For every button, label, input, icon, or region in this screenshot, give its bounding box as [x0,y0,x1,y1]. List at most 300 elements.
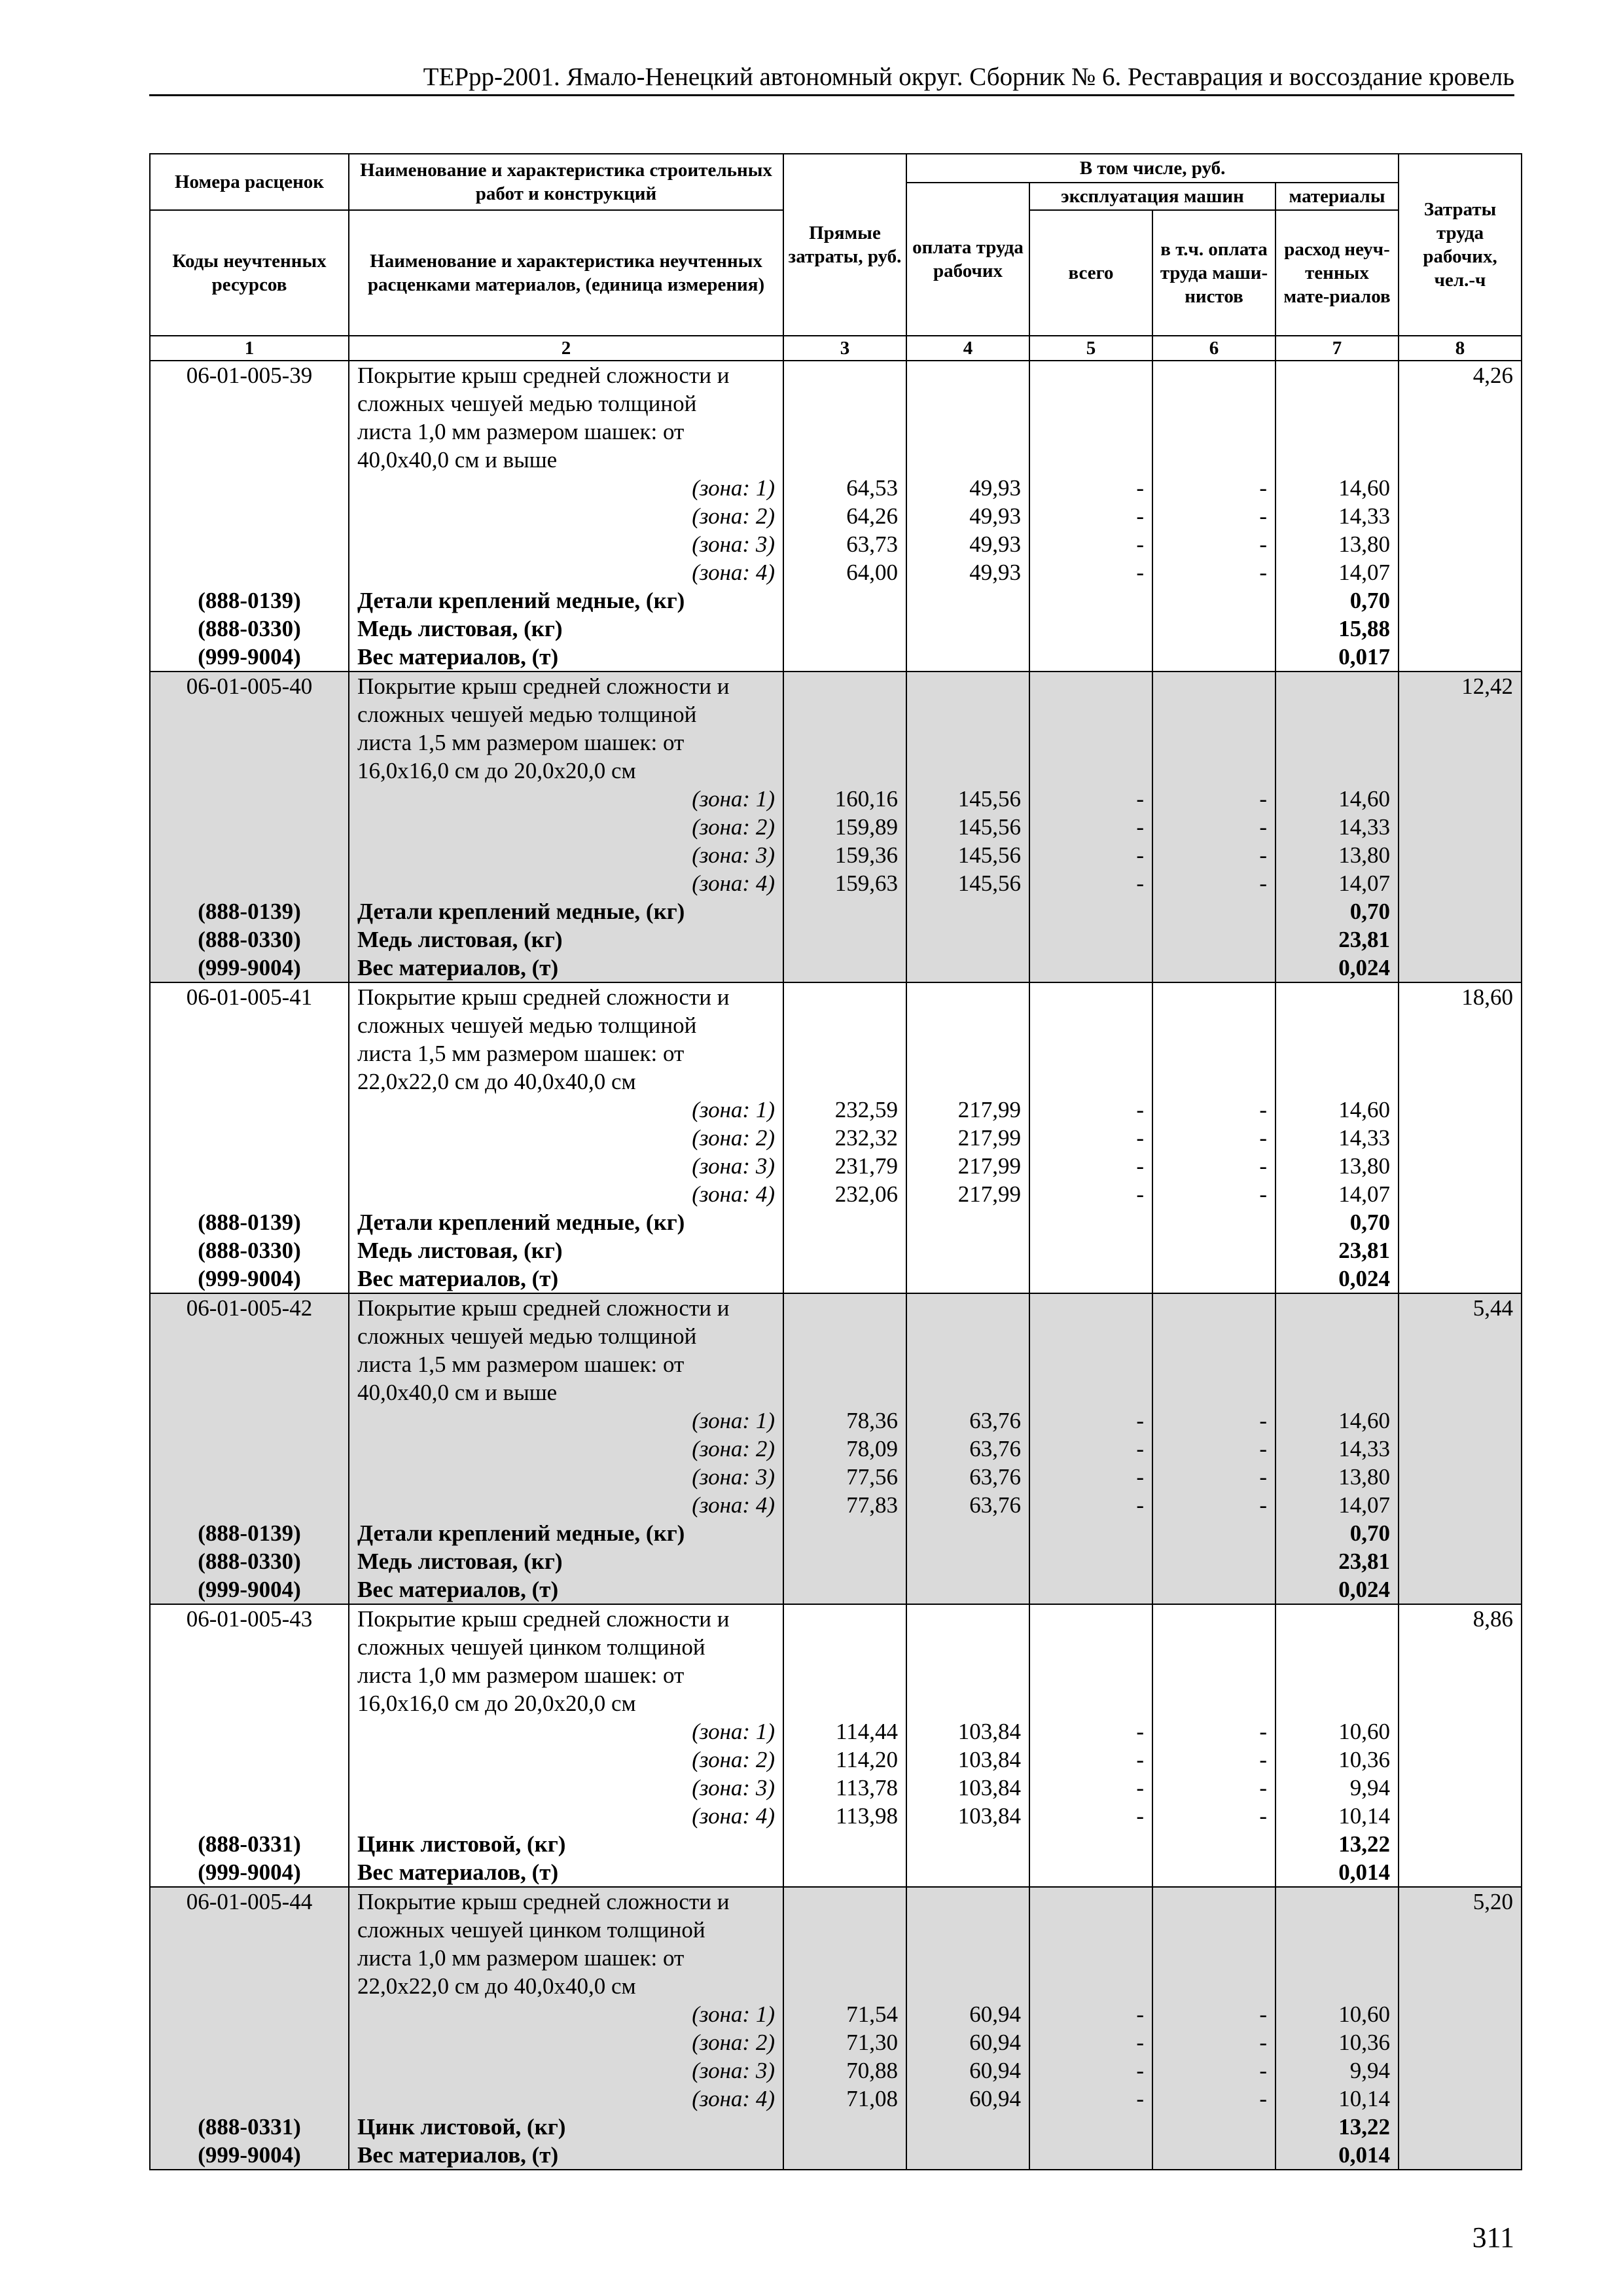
materials-value: 10,14 [1338,2086,1391,2111]
blank-line [915,925,1021,954]
blank-line [1038,586,1144,615]
blank-line [1284,418,1390,446]
blank-line [792,1208,898,1236]
blank-line [158,1661,340,1689]
resource-quantity: 0,70 [1349,899,1391,924]
blank-line [1407,925,1513,954]
blank-line [1161,1547,1267,1575]
materials-value: 9,94 [1349,1775,1391,1801]
blank-line [915,1972,1021,2000]
machine-labor-cell [1152,1293,1275,1604]
direct-costs-value: 232,06 [834,1181,898,1207]
blank-line [792,389,898,418]
blank-line [1407,418,1513,446]
blank-line [158,1689,340,1717]
materials-value: 13,80 [1338,1464,1391,1490]
blank-line [158,700,340,728]
blank-line [792,983,898,1011]
resource-name: Вес материалов, (т) [357,1577,559,1602]
rate-code: 06-01-005-43 [186,1606,313,1632]
blank-line [915,361,1021,389]
blank-line [1407,813,1513,841]
labor-hours-value: 5,20 [1472,1889,1514,1914]
blank-line [915,1633,1021,1661]
rate-block [150,1604,1522,1887]
materials-value: 13,80 [1338,842,1391,868]
blank-line [792,1661,898,1689]
zone-label: (зона: 4) [692,1803,775,1829]
blank-line [792,1350,898,1378]
blank-line [1407,389,1513,418]
labor-hours-value: 12,42 [1461,673,1514,699]
blank-line [1038,1972,1144,2000]
blank-line [1284,700,1390,728]
blank-line [1161,1575,1267,1604]
blank-line [915,1547,1021,1575]
direct-costs-cell [783,1604,906,1887]
blank-line [1284,361,1390,389]
machine-total-value: - [1136,1097,1144,1122]
blank-line [1038,1236,1144,1265]
blank-line [792,1265,898,1293]
blank-line [792,700,898,728]
blank-line [1161,586,1267,615]
resource-name: Детали креплений медные, (кг) [357,899,685,924]
blank-line [915,2113,1021,2141]
labor-pay-value: 145,56 [957,814,1021,840]
zone-label: (зона: 2) [692,2030,775,2055]
blank-line [792,1605,898,1633]
materials-value: 14,60 [1338,475,1391,501]
blank-line [1038,1689,1144,1717]
blank-line [1407,1689,1513,1717]
blank-line [1038,1294,1144,1322]
rate-description-cell [349,1604,783,1887]
blank-line [1161,1519,1267,1547]
resource-quantity: 0,70 [1349,1210,1391,1235]
rate-description-cell [349,361,783,672]
blank-line [1038,1067,1144,1096]
blank-line [915,1661,1021,1689]
rate-description-line: 16,0х16,0 см до 20,0х20,0 см [357,1691,636,1716]
materials-value: 10,14 [1338,1803,1391,1829]
machine-labor-value: - [1259,1719,1267,1744]
header-rule [149,94,1514,96]
resource-code: (888-0139) [198,899,301,924]
blank-line [1407,1858,1513,1886]
blank-line [1407,1208,1513,1236]
zone-label: (зона: 1) [692,1408,775,1433]
blank-line [915,1236,1021,1265]
blank-line [1161,1350,1267,1378]
blank-line [1161,1689,1267,1717]
zone-label: (зона: 1) [692,475,775,501]
blank-line [158,1096,340,1124]
machine-total-value: - [1136,1747,1144,1772]
materials-value: 10,60 [1338,2001,1391,2027]
rate-description-line: листа 1,0 мм размером шашек: от [357,1662,685,1688]
rate-description-cell [349,1293,783,1604]
blank-line [915,389,1021,418]
blank-line [915,418,1021,446]
machine-labor-value: - [1259,814,1267,840]
zone-label: (зона: 2) [692,1125,775,1151]
labor-pay-value: 103,84 [957,1803,1021,1829]
labor-pay-value: 49,93 [969,475,1021,501]
materials-cell [1275,1887,1399,2170]
blank-line [1161,954,1267,982]
blank-line [915,1689,1021,1717]
blank-line [1161,925,1267,954]
blank-line [158,813,340,841]
materials-value: 14,07 [1338,560,1391,585]
materials-cell [1275,1604,1399,1887]
header-work-name: Наименование и характеристика строительных работ и конструкций [349,154,783,210]
blank-line [792,1633,898,1661]
blank-line [1284,1944,1390,1972]
resource-code: (888-0139) [198,1210,301,1235]
blank-line [1407,615,1513,643]
blank-line [1407,1180,1513,1208]
blank-line [915,1265,1021,1293]
blank-line [158,558,340,586]
blank-line [792,446,898,474]
machine-total-value: - [1136,786,1144,812]
blank-line [1038,2141,1144,2169]
resource-code: (888-0330) [198,1549,301,1574]
resource-name: Медь листовая, (кг) [357,1549,563,1574]
blank-line [1407,1011,1513,1039]
blank-line [792,1944,898,1972]
blank-line [1407,1152,1513,1180]
materials-value: 14,07 [1338,870,1391,896]
rate-block [150,1293,1522,1604]
blank-line [1407,869,1513,897]
blank-line [1284,1378,1390,1407]
blank-line [158,1717,340,1746]
blank-line [915,1067,1021,1096]
blank-line [158,502,340,530]
blank-line [158,1180,340,1208]
header-labor-costs: Затраты труда рабочих, чел.-ч [1399,154,1522,336]
blank-line [1407,1067,1513,1096]
blank-line [158,1633,340,1661]
resource-name: Вес материалов, (т) [357,955,559,980]
blank-line [1284,1350,1390,1378]
blank-line [792,1972,898,2000]
labor-pay-value: 49,93 [969,531,1021,557]
rate-block [150,361,1522,672]
blank-line [1407,1746,1513,1774]
blank-line [1407,1491,1513,1519]
machine-total-cell [1029,672,1152,982]
blank-line [158,757,340,785]
machine-total-value: - [1136,1492,1144,1518]
blank-line [158,1774,340,1802]
blank-line [1161,643,1267,671]
blank-line [1407,474,1513,502]
rate-code-cell [150,672,349,982]
blank-line [1038,1519,1144,1547]
blank-line [1161,1322,1267,1350]
blank-line [1407,1378,1513,1407]
labor-pay-cell [906,361,1029,672]
header-direct-costs: Прямые затраты, руб. [783,154,906,336]
blank-line [1407,1575,1513,1604]
zone-label: (зона: 3) [692,1464,775,1490]
blank-line [1407,1407,1513,1435]
blank-line [158,389,340,418]
labor-hours-cell [1399,1887,1522,2170]
machine-total-value: - [1136,1181,1144,1207]
rate-description-line: листа 1,0 мм размером шашек: от [357,419,685,444]
blank-line [1407,1463,1513,1491]
blank-line [1038,1011,1144,1039]
blank-line [158,1944,340,1972]
blank-line [158,446,340,474]
blank-line [1407,1944,1513,1972]
rate-description-line: 40,0х40,0 см и выше [357,1380,558,1405]
blank-line [915,1294,1021,1322]
resource-code: (999-9004) [198,1266,301,1291]
labor-pay-value: 63,76 [969,1492,1021,1518]
labor-pay-value: 63,76 [969,1464,1021,1490]
blank-line [1161,1858,1267,1886]
resource-quantity: 15,88 [1338,616,1391,641]
blank-line [792,1067,898,1096]
blank-line [1038,389,1144,418]
direct-costs-value: 159,36 [834,842,898,868]
blank-line [1407,2141,1513,2169]
blank-line [1161,1294,1267,1322]
machine-total-value: - [1136,1719,1144,1744]
zone-label: (зона: 3) [692,842,775,868]
resource-quantity: 13,22 [1338,2114,1391,2140]
blank-line [1038,1830,1144,1858]
zone-label: (зона: 3) [692,2058,775,2083]
machine-labor-value: - [1259,870,1267,896]
labor-hours-cell [1399,982,1522,1293]
blank-line [792,1011,898,1039]
resource-quantity: 0,70 [1349,588,1391,613]
blank-line [792,586,898,615]
zone-label: (зона: 4) [692,870,775,896]
rate-block [150,982,1522,1293]
blank-line [1407,1633,1513,1661]
blank-line [1161,1039,1267,1067]
table-row [150,672,1522,982]
blank-line [1161,1661,1267,1689]
header-machine-labor-pay: в т.ч. оплата труда маши-нистов [1152,210,1275,336]
resource-quantity: 0,014 [1338,2142,1391,2168]
machine-total-cell [1029,1293,1152,1604]
blank-line [792,1575,898,1604]
rate-code-cell [150,982,349,1293]
blank-line [1407,757,1513,785]
machine-labor-value: - [1259,503,1267,529]
blank-line [158,1802,340,1830]
materials-cell [1275,672,1399,982]
rate-code: 06-01-005-41 [186,984,313,1010]
machine-total-value: - [1136,2086,1144,2111]
blank-line [792,1378,898,1407]
resource-name: Вес материалов, (т) [357,1859,559,1885]
resource-name: Детали креплений медные, (кг) [357,588,685,613]
rate-description-line: Покрытие крыш средней сложности и [357,1295,730,1321]
materials-value: 14,33 [1338,1125,1391,1151]
blank-line [1038,672,1144,700]
resource-name: Детали креплений медные, (кг) [357,1520,685,1546]
blank-line [1038,361,1144,389]
blank-line [1161,728,1267,757]
blank-line [158,2085,340,2113]
labor-pay-value: 217,99 [957,1125,1021,1151]
blank-line [1284,1067,1390,1096]
direct-costs-value: 160,16 [834,786,898,812]
blank-line [1407,785,1513,813]
blank-line [915,1011,1021,1039]
rate-description-line: листа 1,5 мм размером шашек: от [357,1352,685,1377]
zone-label: (зона: 1) [692,1719,775,1744]
table-header [150,154,1522,361]
blank-line [1407,1717,1513,1746]
blank-line [158,1067,340,1096]
blank-line [1161,1067,1267,1096]
rate-description-line: 22,0х22,0 см до 40,0х40,0 см [357,1973,636,1999]
labor-pay-value: 217,99 [957,1097,1021,1122]
machine-labor-value: - [1259,2001,1267,2027]
blank-line [1284,1322,1390,1350]
direct-costs-value: 71,30 [846,2030,898,2055]
blank-line [1161,983,1267,1011]
zone-label: (зона: 4) [692,1181,775,1207]
machine-labor-value: - [1259,786,1267,812]
blank-line [1407,1096,1513,1124]
blank-line [158,1124,340,1152]
blank-line [1407,2028,1513,2056]
blank-line [915,615,1021,643]
labor-pay-value: 49,93 [969,503,1021,529]
blank-line [792,643,898,671]
zone-label: (зона: 2) [692,503,775,529]
rate-description-line: Покрытие крыш средней сложности и [357,363,730,388]
blank-line [792,418,898,446]
blank-line [792,1858,898,1886]
machine-labor-value: - [1259,1464,1267,1490]
materials-value: 14,60 [1338,1097,1391,1122]
blank-line [1284,672,1390,700]
header-materials: материалы [1275,183,1399,210]
rate-code: 06-01-005-39 [186,363,313,388]
blank-line [1161,2113,1267,2141]
machine-labor-value: - [1259,560,1267,585]
table-row [150,1887,1522,2170]
rate-description-line: Покрытие крыш средней сложности и [357,673,730,699]
blank-line [1038,983,1144,1011]
blank-line [792,672,898,700]
direct-costs-cell [783,982,906,1293]
blank-line [1038,1208,1144,1236]
resource-code: (888-0139) [198,1520,301,1546]
blank-line [1161,615,1267,643]
direct-costs-cell [783,361,906,672]
labor-pay-value: 60,94 [969,2030,1021,2055]
zone-label: (зона: 3) [692,531,775,557]
blank-line [1407,530,1513,558]
rate-code: 06-01-005-42 [186,1295,313,1321]
blank-line [1038,1605,1144,1633]
blank-line [1161,1830,1267,1858]
blank-line [1038,643,1144,671]
materials-value: 14,33 [1338,814,1391,840]
labor-pay-cell [906,982,1029,1293]
rate-block [150,672,1522,982]
machine-labor-value: - [1259,842,1267,868]
rate-code-cell [150,361,349,672]
rate-description-line: 40,0х40,0 см и выше [357,447,558,473]
resource-quantity: 0,014 [1338,1859,1391,1885]
rate-description-line: Покрытие крыш средней сложности и [357,1889,730,1914]
blank-line [1284,1916,1390,1944]
blank-line [792,757,898,785]
direct-costs-value: 70,88 [846,2058,898,2083]
blank-line [1161,1944,1267,1972]
direct-costs-value: 64,26 [846,503,898,529]
blank-line [1284,757,1390,785]
materials-value: 13,80 [1338,1153,1391,1179]
machine-labor-value: - [1259,1747,1267,1772]
blank-line [158,1916,340,1944]
rate-description-line: листа 1,5 мм размером шашек: от [357,1041,685,1066]
resource-name: Детали креплений медные, (кг) [357,1210,685,1235]
machine-total-value: - [1136,2058,1144,2083]
direct-costs-cell [783,1887,906,2170]
blank-line [1038,1039,1144,1067]
machine-labor-value: - [1259,1492,1267,1518]
rate-description-line: 16,0х16,0 см до 20,0х20,0 см [357,758,636,783]
resource-code: (888-0331) [198,2114,301,2140]
labor-pay-cell [906,1293,1029,1604]
blank-line [915,1350,1021,1378]
blank-line [1407,446,1513,474]
blank-line [915,1039,1021,1067]
blank-line [1407,2085,1513,2113]
column-number: 3 [783,336,906,361]
blank-line [1038,1888,1144,1916]
header-resource-codes: Коды неучтенных ресурсов [150,210,349,336]
table-row [150,1604,1522,1887]
machine-labor-value: - [1259,1181,1267,1207]
blank-line [1161,361,1267,389]
machine-total-value: - [1136,1775,1144,1801]
resource-code: (888-0330) [198,927,301,952]
header-including: В том числе, руб. [906,154,1399,183]
materials-value: 10,36 [1338,2030,1391,2055]
zone-label: (зона: 1) [692,786,775,812]
blank-line [1038,1378,1144,1407]
blank-line [792,1888,898,1916]
blank-line [792,728,898,757]
direct-costs-value: 114,44 [836,1719,898,1744]
blank-line [158,530,340,558]
materials-value: 14,60 [1338,1408,1391,1433]
blank-line [158,869,340,897]
resource-quantity: 0,024 [1338,1266,1391,1291]
blank-line [915,897,1021,925]
rate-block [150,1887,1522,2170]
labor-pay-value: 217,99 [957,1181,1021,1207]
blank-line [1284,1294,1390,1322]
